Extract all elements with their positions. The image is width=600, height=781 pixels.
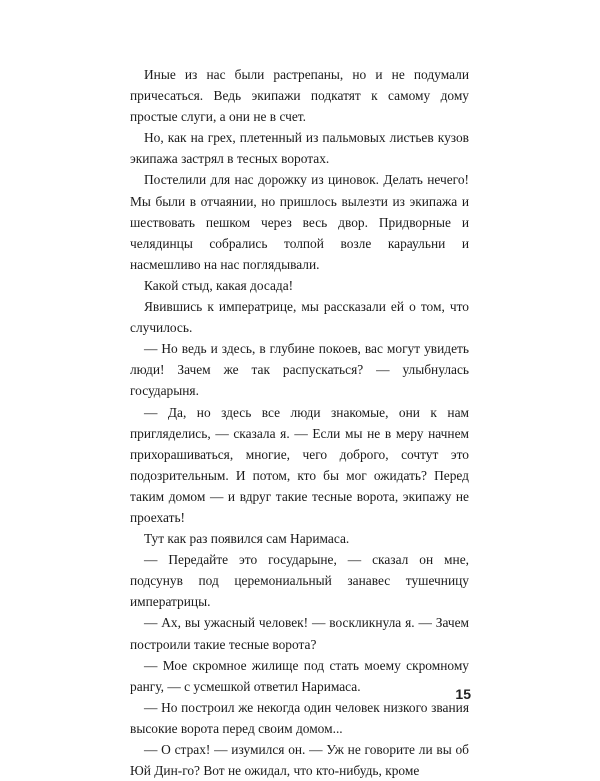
paragraph: Иные из нас были растрепаны, но и не подумали причесаться. Ведь экипажи подкатят к самому дому простые слуги, а они не в счет. bbox=[130, 67, 469, 125]
paragraph: Постелили для нас дорожку из циновок. Делать нечего! Мы были в отчаянии, но пришлось вылезти из экипажа и шествовать пешком через весь двор. Придворные и челядинцы собрались толпой возле караульни и насмешливо на нас поглядывали. bbox=[130, 172, 469, 272]
paragraph: — Да, но здесь все люди знакомые, они к нам пригляделись, — сказала я. — Если мы не в меру начнем прихорашиваться, многие, чего доброго, сочтут это подозрительным. И потом, кто бы мог ожидать? Перед таким домом — и вдруг такие тесные ворота, экипажу не проехать! bbox=[130, 404, 469, 525]
paragraph: — Но построил же некогда один человек низкого звания высокие ворота перед своим домом... bbox=[130, 699, 469, 736]
paragraph: Явившись к императрице, мы рассказали ей о том, что случилось. bbox=[130, 299, 469, 336]
paragraph: — О страх! — изумился он. — Уж не говорите ли вы об Юй Дин-го? Вот не ожидал, что кто-нибудь, кроме bbox=[130, 742, 469, 779]
page-number: 15 bbox=[455, 686, 471, 702]
paragraph: — Ах, вы ужасный человек! — воскликнула я. — Зачем построили такие тесные ворота? bbox=[130, 615, 469, 652]
paragraph: — Мое скромное жилище под стать моему скромному рангу, — с усмешкой ответил Наримаса. bbox=[130, 657, 469, 694]
paragraph: — Но ведь и здесь, в глубине покоев, вас могут увидеть люди! Зачем же так распускаться? — улыбнулась государыня. bbox=[130, 341, 469, 399]
paragraph: Какой стыд, какая досада! bbox=[144, 277, 294, 293]
paragraph: Тут как раз появился сам Наримаса. bbox=[144, 531, 350, 547]
paragraph: Но, как на грех, плетенный из пальмовых листьев кузов экипажа застрял в тесных воротах. bbox=[130, 130, 469, 167]
body-text bbox=[130, 64, 469, 781]
paragraph: — Передайте это государыне, — сказал он мне, подсунув под церемониальный занавес тушечницу императрицы. bbox=[130, 552, 469, 610]
